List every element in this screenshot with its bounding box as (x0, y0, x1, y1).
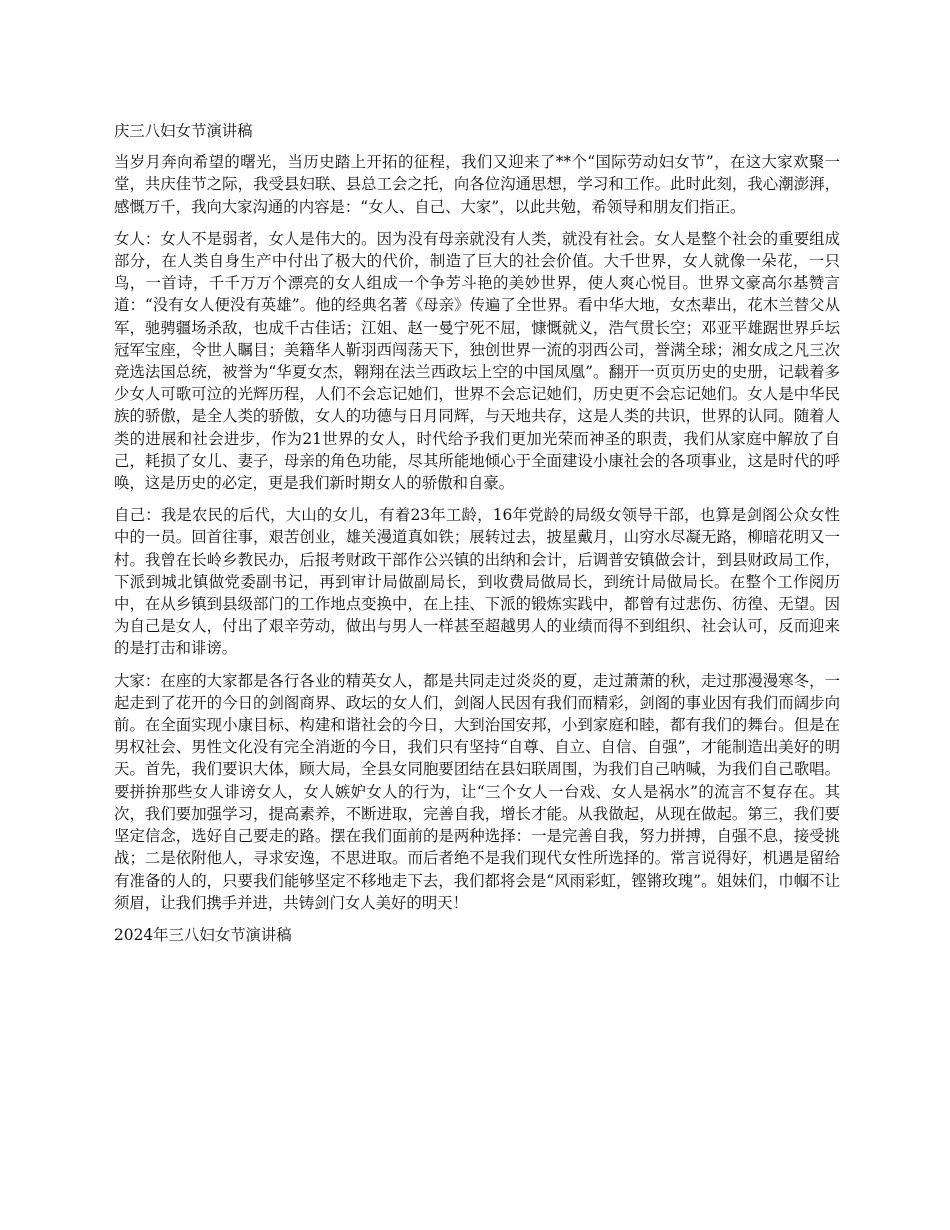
paragraph-everyone: 大家：在座的大家都是各行各业的精英女人，都是共同走过炎炎的夏，走过萧萧的秋，走过那漫漫寒冬，一起走到了花开的今日的剑阁商界、政坛的女人们，剑阁人民因有我们而精彩，剑阁的事业因有我们而阔步向前。在全面实现小康目标、构建和谐社会的今日，大到治国安邦，小到家庭和睦，都有我们的舞台。但是在男权社会、男性文化没有完全消逝的今日，我们只有坚持“自尊、自立、自信、自强”，才能制造出美好的明天。首先，我们要识大体，顾大局，全县女同胞要团结在县妇联周围，为我们自己呐喊，为我们自己歌唱。要拼拚那些女人诽谤女人，女人嫉妒女人的行为，让“三个女人一台戏、女人是祸水”的流言不复存在。其次，我们要加强学习，提高素养，不断进取，完善自我，增长才能。从我做起，从现在做起。第三，我们要坚定信念，选好自己要走的路。摆在我们面前的是两种选择：一是完善自我，努力拼搏，自强不息，接受挑战；二是依附他人，寻求安逸，不思进取。而后者绝不是我们现代女性所选择的。常言说得好，机遇是留给有准备的人的，只要我们能够坚定不移地走下去，我们都将会是“风雨彩虹，铿锵玫瑰”。姐妹们，巾帼不让须眉，让我们携手并进，共铸剑门女人美好的明天！ (114, 671, 840, 912)
paragraph-intro: 当岁月奔向希望的曙光，当历史踏上开拓的征程，我们又迎来了**个“国际劳动妇女节”，在这大家欢聚一堂，共庆佳节之际，我受县妇联、县总工会之托，向各位沟通思想，学习和工作。此时此刻，我心潮澎湃，感慨万千，我向大家沟通的内容是：“女人、自己、大家”，以此共勉，希领导和朋友们指正。 (114, 153, 840, 216)
document-title: 庆三八妇女节演讲稿 (114, 122, 253, 140)
paragraph-self: 自己：我是农民的后代，大山的女儿，有着23年工龄，16年党龄的局级女领导干部，也算是剑阁公众女性中的一员。回首往事，艰苦创业，雄关漫道真如铁；展转过去，披星戴月，山穷水尽凝无路，柳暗花明又一村。我曾在长岭乡教民办，后报考财政干部作公兴镇的出纳和会计，后调普安镇做会计，到县财政局工作，下派到城北镇做党委副书记，再到审计局做副局长，到收费局做局长，到统计局做局长。在整个工作阅历中，在从乡镇到县级部门的工作地点变换中，在上挂、下派的锻炼实践中，都曾有过悲伤、彷徨、无望。因为自己是女人，付出了艰辛劳动，做出与男人一样甚至超越男人的业绩而得不到组织、社会认可，反而迎来的是打击和诽谤。 (114, 506, 840, 658)
document-page (114, 120, 840, 946)
second-document-title: 2024年三八妇女节演讲稿 (114, 925, 292, 944)
paragraph-women: 女人：女人不是弱者，女人是伟大的。因为没有母亲就没有人类，就没有社会。女人是整个社会的重要组成部分，在人类自身生产中付出了极大的代价，制造了巨大的社会价值。大千世界，女人就像一朵花，一只鸟，一首诗，千千万万个漂亮的女人组成一个争芳斗艳的美妙世界，使人爽心悦目。世界文豪高尔基赞言道：“没有女人便没有英雄”。他的经典名著《母亲》传遍了全世界。看中华大地，女杰辈出，花木兰替父从军，驰骋疆场杀敌，也成千古佳话；江姐、赵一曼宁死不屈，慷慨就义，浩气贯长空；邓亚平雄踞世界乒坛冠军宝座，令世人瞩目；美籍华人靳羽西闯荡天下，独创世界一流的羽西公司，誉满全球；湘女成之凡三次竞选法国总统，被誉为“华夏女杰，翱翔在法兰西政坛上空的中国凤凰”。翻开一页页历史的史册，记载着多少女人可歌可泣的光辉历程，人们不会忘记她们，世界不会忘记她们，历史更不会忘记她们。女人是中华民族的骄傲，是全人类的骄傲，女人的功德与日月同辉，与天地共存，这是人类的共识，世界的认同。随着人类的进展和社会进步，作为21世界的女人，时代给予我们更加光荣而神圣的职责，我们从家庭中解放了自己，耗损了女儿、妻子，母亲的角色功能，尽其所能地倾心于全面建设小康社会的各项事业，这是时代的呼唤，这是历史的必定，更是我们新时期女人的骄傲和自豪。 (114, 229, 840, 493)
